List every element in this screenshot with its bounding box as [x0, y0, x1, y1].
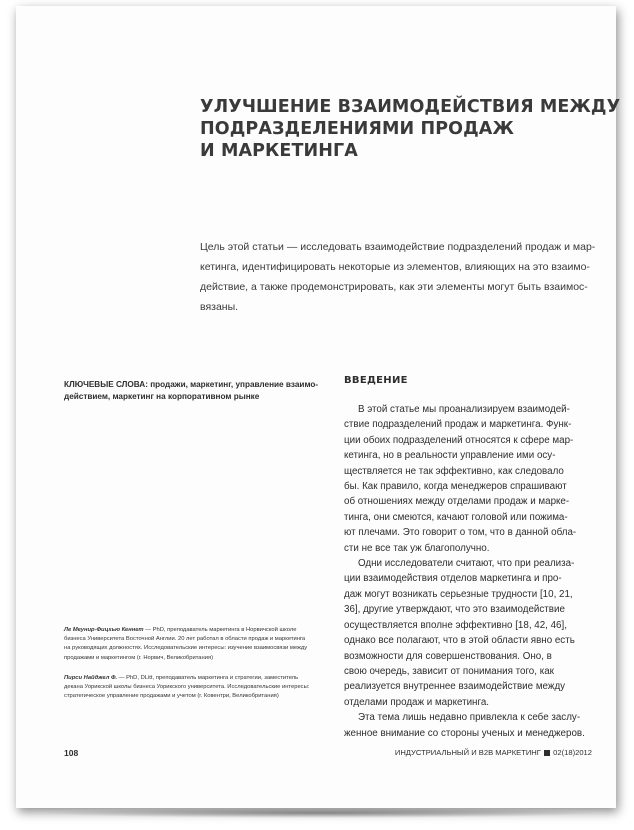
body-line: тинга, они смеются, качают головой или пожима-: [344, 511, 568, 523]
body-line: отделами продаж и маркетинга.: [344, 696, 490, 708]
abstract-line: вязаны.: [200, 301, 239, 313]
body-line: об отношениях между отделами продаж и марке-: [344, 496, 570, 508]
body-line: осуществляется вполне эффективно [18, 42, 46],: [344, 619, 567, 631]
abstract-line: кетинга, идентифицировать некоторые из элементов, влияющих на это взаимо-: [200, 261, 590, 273]
body-line: возможности для совершенствования. Оно, в: [344, 650, 552, 662]
journal-name: ИНДУСТРИАЛЬНЫЙ И B2B МАРКЕТИНГ: [394, 748, 541, 757]
body-line: женное внимание со стороны ученых и менеджеров.: [344, 727, 585, 739]
author-bio: — PhD, преподаватель маркетинга в Норвичской школе: [143, 627, 297, 633]
journal-footer: [395, 748, 592, 757]
author-entry: [64, 674, 326, 702]
author-first-line: [64, 674, 326, 683]
page-shadow: [40, 808, 600, 818]
author-bio-line: продажами и маркетингом (г. Норвич, Великобритания): [64, 654, 214, 661]
body-line: В этой статье мы проанализируем взаимодей-: [358, 404, 570, 415]
body-line: ствие подразделений продаж и маркетинга. Функ-: [344, 419, 572, 431]
author-bio-line: на руководящих должностях. Исследовательские интересы: изучение взаимосвязи между: [64, 645, 308, 652]
body-line: ции взаимодействия отделов маркетинга и про-: [344, 573, 562, 585]
author-bio: — PhD, DLitt, преподаватель маркетинга и стратегии, заместитель: [117, 674, 299, 681]
abstract: [200, 237, 596, 317]
body-line: Эта тема лишь недавно привлекла к себе заслу-: [358, 712, 581, 724]
keywords-line: действием, маркетинг на корпоративном рынке: [64, 392, 260, 401]
author-entry: [64, 626, 326, 663]
journal-issue: 02(18)2012: [553, 748, 592, 757]
intro-body: [344, 402, 590, 741]
abstract-line: действие, а также продемонстрировать, как эти элементы могут быть взаимос-: [200, 281, 588, 293]
body-line: бы. Как правило, когда менеджеров спрашивают: [344, 481, 567, 493]
body-line: ют плечами. Это говорит о том, что в данной обла-: [344, 527, 577, 539]
author-bio-line: бизнеса Университета Восточной Англии. 20 лет работал в области продаж и маркетинга: [64, 636, 306, 643]
author-bio-line: стратегическое управление продажами и учетом (г. Ковентри, Великобритания): [64, 693, 279, 700]
article-title: [200, 96, 621, 162]
title-line: ПОДРАЗДЕЛЕНИЯМИ ПРОДАЖ: [200, 119, 514, 139]
body-line: свою очередь, зависит от понимания того, как: [344, 665, 554, 677]
author-info: [64, 626, 326, 712]
body-line: однако все полагают, что в этой области явно есть: [344, 635, 575, 647]
title-line: УЛУЧШЕНИЕ ВЗАИМОДЕЙСТВИЯ МЕЖДУ: [200, 97, 621, 117]
body-line: Одни исследователи считают, что при реализа-: [358, 558, 575, 570]
keywords-line: КЛЮЧЕВЫЕ СЛОВА: продажи, маркетинг, управление взаимо-: [64, 380, 319, 389]
author-first-line: [64, 626, 326, 635]
body-line: 36], другие утверждают, что это взаимодействие: [344, 604, 565, 616]
abstract-line: Цель этой статьи — исследовать взаимодействие подразделений продаж и мар-: [200, 241, 596, 253]
body-line: ществляется не так эффективно, как следовало: [344, 465, 564, 477]
author-bio-line: декана Уорикской школы бизнеса Уорикского университета. Исследовательские интересы:: [64, 684, 310, 691]
body-line: даж могут возникать серьезные трудности [10, 21,: [344, 588, 573, 600]
title-line: И МАРКЕТИНГА: [200, 141, 358, 161]
square-bullet-icon: [544, 750, 550, 756]
keywords: [64, 379, 324, 403]
author-name: Ле Меунир-Фицхью Кеннет: [64, 627, 144, 633]
body-line: ции обоих подразделений относятся к сфере мар-: [344, 434, 574, 446]
section-heading: ВВЕДЕНИЕ: [344, 375, 408, 386]
body-line: сти не все так уж благополучно.: [344, 542, 490, 554]
body-line: реализуется внутреннее взаимодействие между: [344, 681, 566, 693]
page-number: 108: [64, 748, 79, 758]
author-name: Пирси Найджел Ф.: [64, 674, 118, 681]
body-line: кетинга, но в реальности управление ими осу-: [344, 450, 556, 462]
